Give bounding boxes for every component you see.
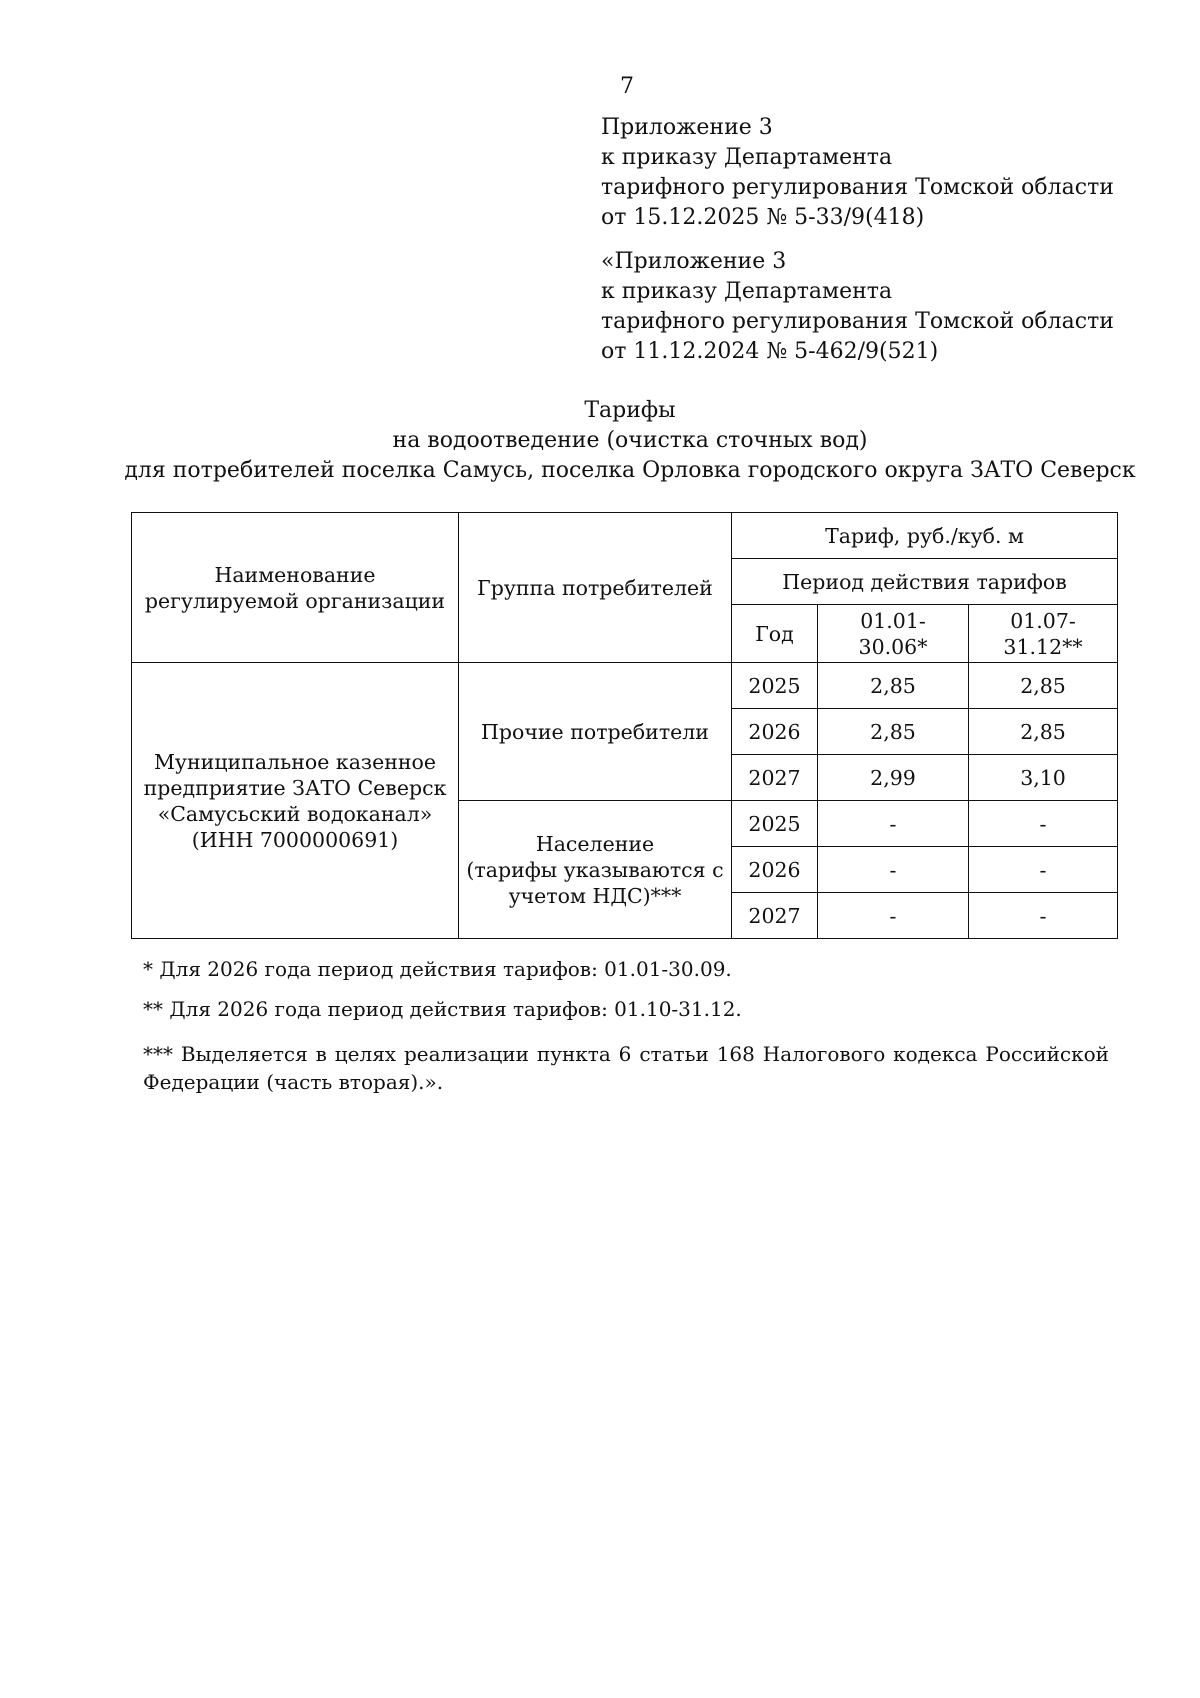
title-line: для потребителей поселка Самусь, поселка Орловка городского округа ЗАТО Северск <box>124 458 1136 483</box>
consumer-group-line: учетом НДС)*** <box>508 883 682 908</box>
organization-line: (ИНН 7000000691) <box>191 827 399 852</box>
header-consumer-group: Группа потребителей <box>459 513 732 663</box>
table-header-row <box>132 513 1118 559</box>
footnote-vat: *** Выделяется в целях реализации пункта 6 статьи 168 Налогового кодекса Российской Федерации (часть вторая).». <box>143 1042 1109 1094</box>
footnote-first-half: * Для 2026 года период действия тарифов: 01.01-30.09. <box>143 957 732 981</box>
second-half-cell: - <box>969 847 1118 893</box>
tariff-table <box>131 512 1118 939</box>
organization-line: «Самусьский водоканал» <box>157 801 433 826</box>
header-second-half: 01.07- 31.12** <box>969 605 1118 663</box>
second-half-cell: 3,10 <box>969 755 1118 801</box>
document-title <box>0 396 1200 486</box>
first-half-cell: - <box>818 893 969 939</box>
year-cell: 2025 <box>732 801 818 847</box>
year-cell: 2026 <box>732 709 818 755</box>
consumer-group-cell <box>459 801 732 939</box>
page-number: 7 <box>620 74 634 99</box>
appendix-previous-line: к приказу Департамента <box>601 279 893 304</box>
organization-line: предприятие ЗАТО Северск <box>143 775 447 800</box>
appendix-previous-line: от 11.12.2024 № 5-462/9(521) <box>601 339 939 364</box>
first-half-cell: - <box>818 847 969 893</box>
footnote-second-half: ** Для 2026 года период действия тарифов: 01.10-31.12. <box>143 997 742 1021</box>
year-cell: 2027 <box>732 755 818 801</box>
first-half-cell: 2,85 <box>818 663 969 709</box>
appendix-current-line: к приказу Департамента <box>601 145 893 170</box>
consumer-group-line: Прочие потребители <box>481 719 709 744</box>
consumer-group-line: Население <box>535 831 655 856</box>
second-half-cell: 2,85 <box>969 709 1118 755</box>
year-cell: 2025 <box>732 663 818 709</box>
header-period: Период действия тарифов <box>732 559 1118 605</box>
year-cell: 2026 <box>732 847 818 893</box>
title-line: на водоотведение (очистка сточных вод) <box>392 428 868 453</box>
appendix-current <box>601 113 1114 233</box>
header-first-half: 01.01- 30.06* <box>818 605 969 663</box>
organization-line: Муниципальное казенное <box>153 749 437 774</box>
second-half-cell: - <box>969 801 1118 847</box>
table-row <box>132 663 1118 709</box>
organization-cell <box>132 663 459 939</box>
appendix-previous <box>601 247 1114 367</box>
appendix-current-line: Приложение 3 <box>601 115 773 140</box>
first-half-cell: - <box>818 801 969 847</box>
first-half-cell: 2,85 <box>818 709 969 755</box>
first-half-cell: 2,99 <box>818 755 969 801</box>
header-organization: Наименование регулируемой организации <box>132 513 459 663</box>
second-half-cell: - <box>969 893 1118 939</box>
appendix-current-line: тарифного регулирования Томской области <box>601 175 1114 200</box>
appendix-previous-line: тарифного регулирования Томской области <box>601 309 1114 334</box>
consumer-group-cell <box>459 663 732 801</box>
second-half-cell: 2,85 <box>969 663 1118 709</box>
appendix-previous-line: «Приложение 3 <box>601 249 787 274</box>
header-year: Год <box>732 605 818 663</box>
appendix-current-line: от 15.12.2025 № 5-33/9(418) <box>601 205 925 230</box>
year-cell: 2027 <box>732 893 818 939</box>
consumer-group-line: (тарифы указываются с <box>466 857 724 882</box>
header-tariff: Тариф, руб./куб. м <box>732 513 1118 559</box>
title-line: Тарифы <box>584 398 676 423</box>
